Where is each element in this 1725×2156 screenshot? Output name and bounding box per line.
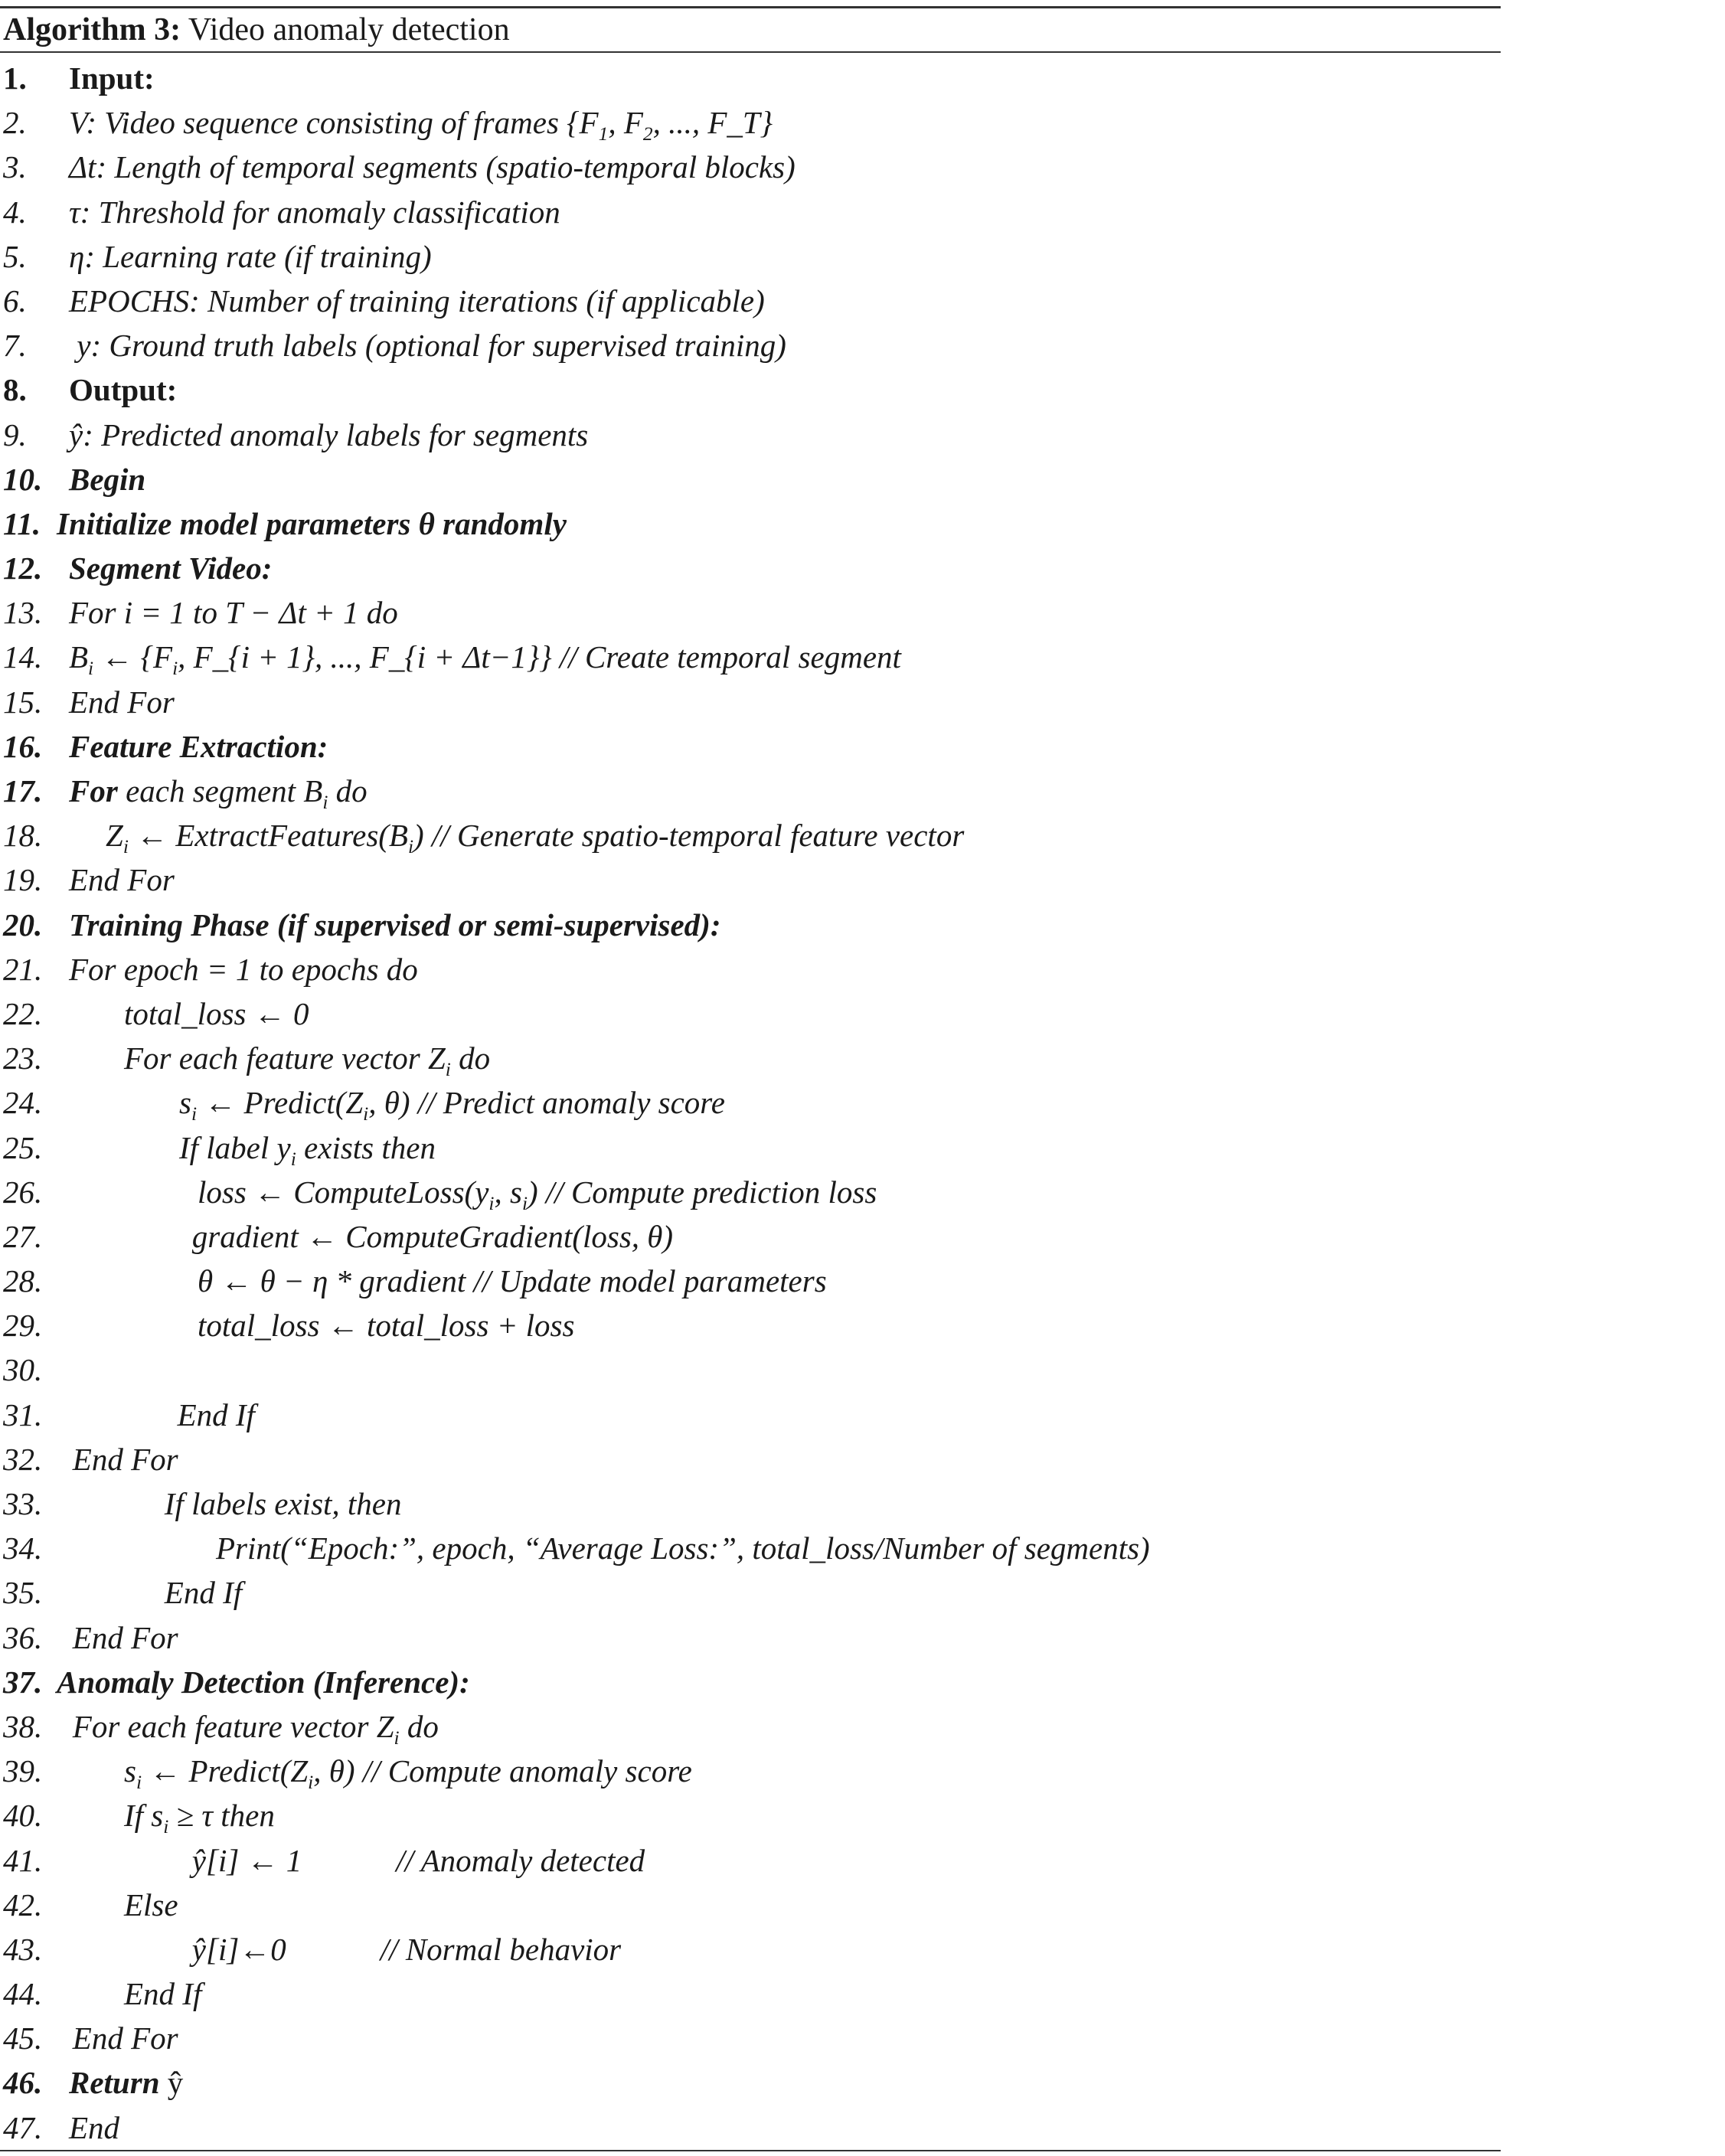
algorithm-line	[0, 1704, 1501, 1749]
algorithm-line	[0, 1214, 1501, 1259]
line-text: End If	[177, 1396, 255, 1432]
line-number: 31.	[3, 1396, 43, 1432]
algorithm-line	[0, 100, 1501, 145]
line-text: For each feature vector $Z_i$ do	[124, 1040, 491, 1081]
line-number: 37.	[3, 1664, 43, 1700]
line-number: 2.	[3, 105, 27, 141]
line-number: 45.	[3, 2020, 43, 2056]
line-number: 13.	[3, 595, 43, 631]
algorithm-line	[0, 635, 1501, 679]
line-text: End If	[124, 1976, 202, 2012]
line-text: $s_i$ ← $Predict(Z_i$, θ) // Compute anomaly score	[124, 1753, 692, 1794]
algorithm-line	[0, 2105, 1501, 2150]
line-text: V: Video sequence consisting of frames {$F_1$, $F_2$, ..., F_T}	[69, 105, 773, 145]
line-text: EPOCHS: Number of training iterations (if applicable)	[69, 283, 765, 318]
algorithm-line	[0, 1437, 1501, 1481]
line-number: 26.	[3, 1174, 43, 1210]
algorithm-line	[0, 1570, 1501, 1615]
line-number: 39.	[3, 1753, 43, 1789]
line-number: 33.	[3, 1486, 43, 1521]
algorithm-line	[0, 145, 1501, 189]
line-text: For each segment $B_i$ do	[69, 773, 368, 814]
line-number: 23.	[3, 1040, 43, 1076]
line-text: For each feature vector $Z_i$ do	[72, 1708, 439, 1749]
algorithm-line	[0, 1259, 1501, 1303]
line-number: 20.	[3, 906, 43, 942]
algorithm-line	[0, 858, 1501, 902]
line-text: τ: Threshold for anomaly classification	[69, 194, 560, 230]
algorithm-line	[0, 903, 1501, 947]
algorithm-line	[0, 1080, 1501, 1125]
line-number: 9.	[3, 416, 27, 452]
algorithm-line	[0, 1660, 1501, 1704]
algorithm-line	[0, 947, 1501, 991]
line-text: Begin	[69, 461, 146, 497]
line-number: 8.	[3, 372, 27, 408]
line-number: 42.	[3, 1886, 43, 1922]
line-number: 16.	[3, 728, 43, 764]
line-number: 25.	[3, 1129, 43, 1165]
line-text: Δt: Length of temporal segments (spatio-temporal blocks)	[69, 149, 796, 185]
line-number: 18.	[3, 818, 43, 854]
algorithm-line	[0, 1749, 1501, 1793]
line-text: total_loss ← 0	[124, 995, 309, 1031]
line-text: Print(“Epoch:”, epoch, “Average Loss:”, total_loss/Number of segments)	[216, 1530, 1150, 1566]
algorithm-line	[0, 279, 1501, 323]
algorithm-line	[0, 1927, 1501, 1971]
line-text: Else	[124, 1886, 178, 1922]
line-number: 11.	[3, 505, 41, 541]
line-number: 21.	[3, 951, 43, 987]
line-text: θ ← θ − η * gradient // Update model parameters	[198, 1263, 827, 1299]
algorithm-line	[0, 1303, 1501, 1348]
line-text: Output:	[69, 372, 178, 408]
line-number: 41.	[3, 1842, 43, 1878]
algorithm-line	[0, 368, 1501, 412]
line-number: 36.	[3, 1619, 43, 1655]
algorithm-line	[0, 234, 1501, 279]
line-text: End	[69, 2109, 120, 2145]
algorithm-title: Video anomaly detection	[188, 12, 510, 47]
line-number: 1.	[3, 60, 27, 96]
line-text: End For	[72, 1619, 178, 1655]
line-number: 27.	[3, 1218, 43, 1254]
line-text: Training Phase (if supervised or semi-supervised):	[69, 906, 721, 942]
line-number: 15.	[3, 684, 43, 720]
line-number: 34.	[3, 1530, 43, 1566]
line-number: 43.	[3, 1931, 43, 1967]
line-text: If $s_i \ge \tau$ then	[124, 1798, 275, 1838]
line-text: gradient ← ComputeGradient(loss, θ)	[191, 1218, 674, 1254]
line-text: End For	[69, 862, 175, 898]
line-number: 14.	[3, 639, 43, 675]
algorithm-line	[0, 190, 1501, 234]
algorithm-line	[0, 501, 1501, 546]
line-number: 30.	[3, 1352, 43, 1388]
line-number: 38.	[3, 1708, 43, 1744]
line-text: Feature Extraction:	[69, 728, 328, 764]
line-text: ŷ: Predicted anomaly labels for segments	[69, 416, 589, 452]
algorithm-line	[0, 413, 1501, 457]
algorithm-line	[0, 991, 1501, 1036]
algorithm-line	[0, 1526, 1501, 1570]
line-text: Anomaly Detection (Inference):	[57, 1664, 470, 1700]
line-text: $s_i$ ← $Predict(Z_i$, θ) // Predict anomaly score	[179, 1085, 725, 1125]
line-number: 3.	[3, 149, 27, 185]
line-text: y: Ground truth labels (optional for supervised training)	[69, 328, 786, 364]
line-number: 7.	[3, 328, 27, 364]
line-number: 47.	[3, 2109, 43, 2145]
line-text: Input:	[69, 60, 155, 96]
line-number: 19.	[3, 862, 43, 898]
line-number: 35.	[3, 1575, 43, 1611]
line-text: total_loss ← total_loss + loss	[198, 1308, 575, 1344]
line-text: For i = 1 to T − Δt + 1 do	[69, 595, 398, 631]
algorithm-line	[0, 1838, 1501, 1883]
line-number: 22.	[3, 995, 43, 1031]
algorithm-line	[0, 2016, 1501, 2060]
line-text: Segment Video:	[69, 550, 273, 586]
algorithm-line	[0, 546, 1501, 590]
line-text: ŷ[i]←0 // Normal behavior	[191, 1931, 622, 1967]
algorithm-line	[0, 2060, 1501, 2105]
algorithm-line	[0, 1348, 1501, 1392]
line-number: 46.	[3, 2065, 43, 2101]
line-text: η: Learning rate (if training)	[69, 238, 432, 274]
line-text: End If	[164, 1575, 243, 1611]
line-text: End For	[69, 684, 175, 720]
line-number: 40.	[3, 1798, 43, 1834]
algorithm-line	[0, 1481, 1501, 1526]
line-text: loss ← $ComputeLoss(y_i$, $s_i$) // Compute prediction loss	[198, 1174, 877, 1214]
algorithm-line	[0, 323, 1501, 368]
line-number: 17.	[3, 773, 43, 808]
line-text: Return ŷ	[69, 2065, 184, 2101]
algorithm-line	[0, 813, 1501, 858]
algorithm-box	[0, 6, 1501, 2151]
line-number: 5.	[3, 238, 27, 274]
line-text: If labels exist, then	[164, 1486, 402, 1521]
line-number: 12.	[3, 550, 43, 586]
line-text: End For	[72, 1441, 178, 1477]
algorithm-label: Algorithm 3:	[3, 12, 181, 47]
algorithm-line	[0, 1793, 1501, 1838]
line-text: If label $y_i$ exists then	[179, 1129, 436, 1170]
line-number: 4.	[3, 194, 27, 230]
algorithm-line	[0, 1170, 1501, 1214]
line-number: 10.	[3, 461, 43, 497]
line-number: 44.	[3, 1976, 43, 2012]
line-number: 32.	[3, 1441, 43, 1477]
algorithm-line	[0, 56, 1501, 100]
line-text: End For	[72, 2020, 178, 2056]
algorithm-line	[0, 769, 1501, 813]
algorithm-line	[0, 680, 1501, 724]
line-number: 24.	[3, 1085, 43, 1121]
algorithm-line	[0, 1036, 1501, 1080]
line-text: $Z_i$ ← $ExtractFeatures(B_i)$ // Generate spatio-temporal feature vector	[106, 818, 965, 858]
line-number: 29.	[3, 1308, 43, 1344]
algorithm-line	[0, 724, 1501, 769]
algorithm-line	[0, 1971, 1501, 2016]
algorithm-lines	[0, 53, 1501, 2150]
algorithm-line	[0, 1615, 1501, 1660]
algorithm-line	[0, 1393, 1501, 1437]
algorithm-line	[0, 457, 1501, 501]
algorithm-line	[0, 590, 1501, 635]
algorithm-header	[0, 8, 1501, 51]
algorithm-line	[0, 1883, 1501, 1927]
line-text: Initialize model parameters θ randomly	[57, 505, 567, 541]
algorithm-line	[0, 1125, 1501, 1170]
line-text: ŷ[i] ← 1 // Anomaly detected	[191, 1842, 645, 1878]
line-text: For epoch = 1 to epochs do	[69, 951, 418, 987]
bottom-rule	[0, 2150, 1501, 2151]
line-number: 28.	[3, 1263, 43, 1299]
line-number: 6.	[3, 283, 27, 318]
line-text: $B_i$ ← {$F_i$, F_{i + 1}, ..., F_{i + Δt−1}} // Create temporal segment	[69, 639, 901, 680]
